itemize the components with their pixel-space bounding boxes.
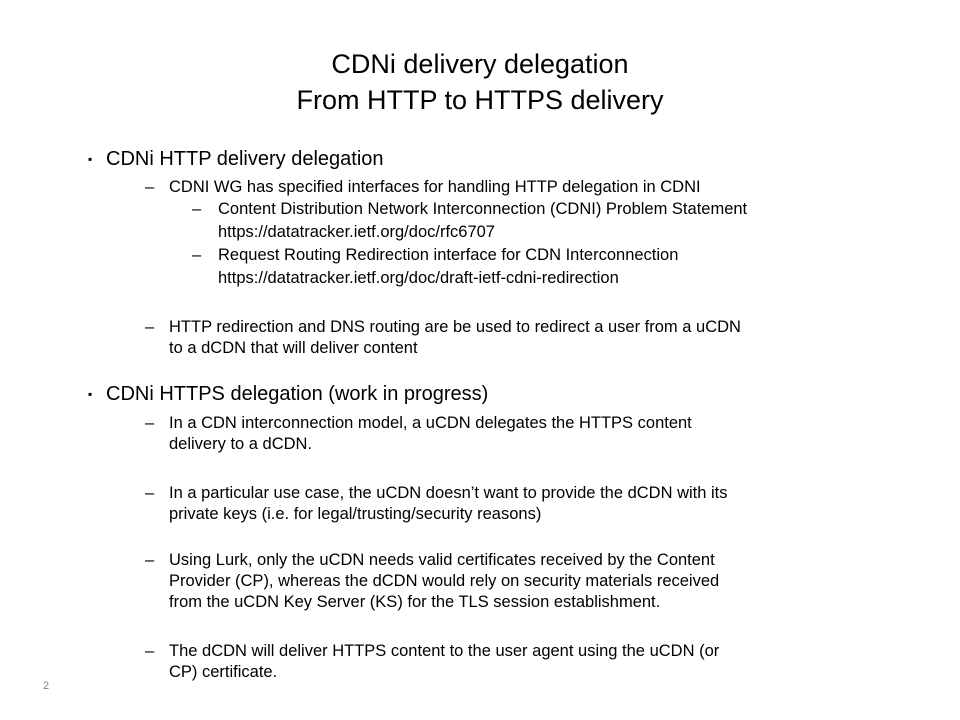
slide-title: [80, 46, 880, 118]
sub-item-line-1: Request Routing Redirection interface for CDN Interconnection: [218, 246, 679, 264]
sub-item-line-2: https://datatracker.ietf.org/doc/rfc6707: [218, 223, 495, 241]
dash-bullet-icon: –: [145, 318, 155, 336]
list-item: [145, 483, 905, 525]
section-heading-https: [88, 382, 488, 406]
dash-bullet-icon: –: [192, 246, 202, 264]
list-item-line-2: CP) certificate.: [169, 663, 278, 681]
dash-bullet-icon: –: [145, 414, 155, 432]
list-item-line-1: HTTP redirection and DNS routing are be used to redirect a user from a uCDN: [169, 318, 741, 336]
sub-item-line-2: https://datatracker.ietf.org/doc/draft-ietf-cdni-redirection: [218, 269, 619, 287]
list-item: [145, 413, 905, 455]
list-item: [145, 317, 905, 359]
square-bullet-icon: ▪: [88, 387, 93, 401]
list-item-line-1: The dCDN will deliver HTTPS content to the user agent using the uCDN (or: [169, 642, 720, 660]
list-item: [145, 177, 905, 198]
dash-bullet-icon: –: [145, 642, 155, 660]
sub-list-item: [192, 198, 932, 244]
square-bullet-icon: ▪: [88, 152, 93, 166]
title-line-1: CDNi delivery delegation: [331, 49, 629, 79]
list-item-line-1: In a CDN interconnection model, a uCDN delegates the HTTPS content: [169, 414, 692, 432]
sub-item-line-1: Content Distribution Network Interconnection (CDNI) Problem Statement: [218, 200, 748, 218]
list-item-line-2: to a dCDN that will deliver content: [169, 339, 418, 357]
dash-bullet-icon: –: [192, 200, 202, 218]
list-item-line-3: from the uCDN Key Server (KS) for the TLS session establishment.: [169, 593, 661, 611]
section-heading-text: CDNi HTTP delivery delegation: [106, 148, 384, 170]
list-item-line-2: delivery to a dCDN.: [169, 435, 313, 453]
section-heading-text: CDNi HTTPS delegation (work in progress): [106, 383, 489, 405]
dash-bullet-icon: –: [145, 484, 155, 502]
dash-bullet-icon: –: [145, 178, 155, 196]
list-item-line-1: Using Lurk, only the uCDN needs valid certificates received by the Content: [169, 551, 715, 569]
dash-bullet-icon: –: [145, 551, 155, 569]
list-item-line-2: Provider (CP), whereas the dCDN would rely on security materials received: [169, 572, 720, 590]
title-line-2: From HTTP to HTTPS delivery: [296, 85, 664, 115]
list-item-text: CDNI WG has specified interfaces for handling HTTP delegation in CDNI: [169, 178, 701, 196]
list-item: [145, 550, 905, 613]
list-item-line-1: In a particular use case, the uCDN doesn’t want to provide the dCDN with its: [169, 484, 728, 502]
section-heading-http: [88, 147, 384, 171]
page-number: 2: [43, 680, 50, 692]
list-item-line-2: private keys (i.e. for legal/trusting/security reasons): [169, 505, 542, 523]
list-item: [145, 641, 905, 683]
sub-list-item: [192, 244, 932, 290]
